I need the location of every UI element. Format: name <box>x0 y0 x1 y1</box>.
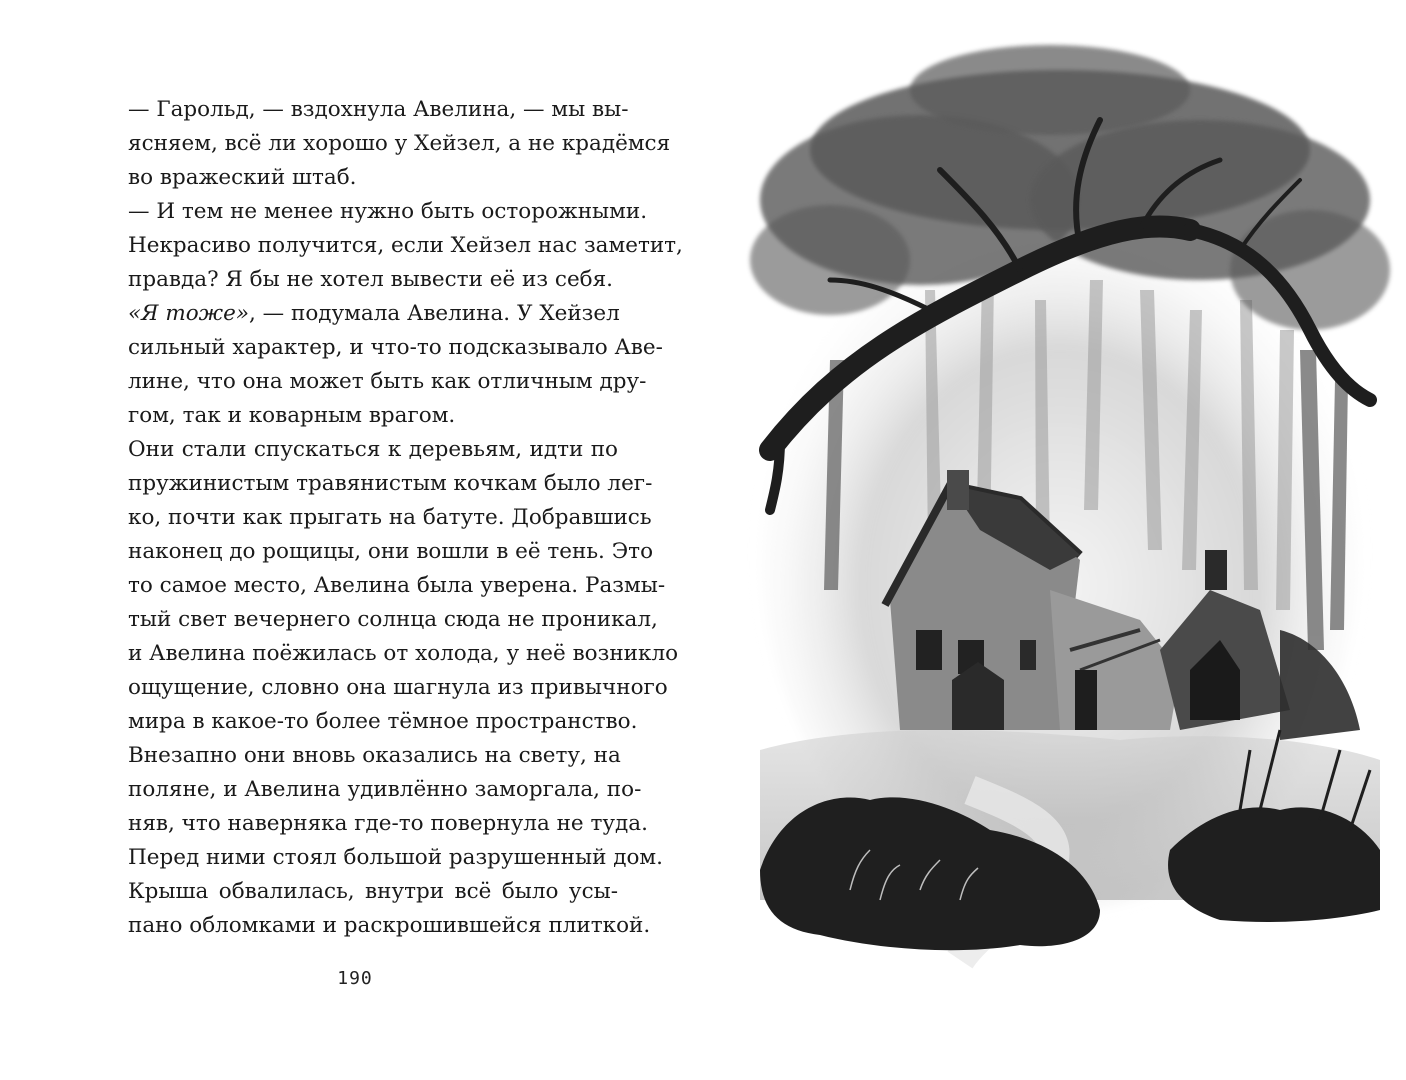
text-line: пружинистым травянистым кочкам было лег- <box>128 471 653 496</box>
paragraph <box>128 841 663 875</box>
text-line: пано обломками и раскрошившейся плиткой. <box>128 913 651 938</box>
text-line: ощущение, словно она шагнула из привычного <box>128 675 668 700</box>
text-line: гом, так и коварным врагом. <box>128 403 456 428</box>
ruined-house-forest-illustration <box>720 30 1400 980</box>
text-line: Некрасиво получится, если Хейзел нас заметит, <box>128 233 683 258</box>
text-line: ко, почти как прыгать на батуте. Добравшись <box>128 505 652 530</box>
text-line: Внезапно они вновь оказались на свету, на <box>128 743 621 768</box>
text-line: сильный характер, и что-то подсказывало Аве- <box>128 335 663 360</box>
text-line: няв, что наверняка где-то повернула не туда. <box>128 811 648 836</box>
italic-quote: «Я тоже» <box>128 301 250 326</box>
text-line: во вражеский штаб. <box>128 165 357 190</box>
text-line: поляне, и Авелина удивлённо заморгала, по- <box>128 777 642 802</box>
paragraph <box>128 875 651 943</box>
text-fragment: , — подумала Авелина. У Хейзел <box>249 301 620 326</box>
text-line: тый свет вечернего солнца сюда не проникал, <box>128 607 658 632</box>
text-page <box>128 93 683 943</box>
text-line: лине, что она может быть как отличным дру- <box>128 369 647 394</box>
text-line: — Гарольд, — вздохнула Авелина, — мы вы- <box>128 97 629 122</box>
text-line: ясняем, всё ли хорошо у Хейзел, а не крадёмся <box>128 131 671 156</box>
page-number: 190 <box>337 968 373 989</box>
text-line: наконец до рощицы, они вошли в её тень. Это <box>128 539 654 564</box>
text-line: правда? Я бы не хотел вывести её из себя. <box>128 267 614 292</box>
text-line <box>128 297 618 331</box>
text-line: Они стали спускаться к деревьям, идти по <box>128 437 618 462</box>
text-line: Крыша обвалилась, внутри всё было усы- <box>128 879 618 904</box>
paragraph <box>128 433 679 739</box>
text-line: и Авелина поёжилась от холода, у неё возникло <box>128 641 679 666</box>
paragraph <box>128 297 663 433</box>
text-line: мира в какое-то более тёмное пространство. <box>128 709 638 734</box>
text-line: — И тем не менее нужно быть осторожными. <box>128 199 648 224</box>
paragraph <box>128 739 648 841</box>
text-line: Перед ними стоял большой разрушенный дом. <box>128 845 663 870</box>
paragraph <box>128 195 683 297</box>
text-line: то самое место, Авелина была уверена. Размы- <box>128 573 666 598</box>
paragraph <box>128 93 671 195</box>
